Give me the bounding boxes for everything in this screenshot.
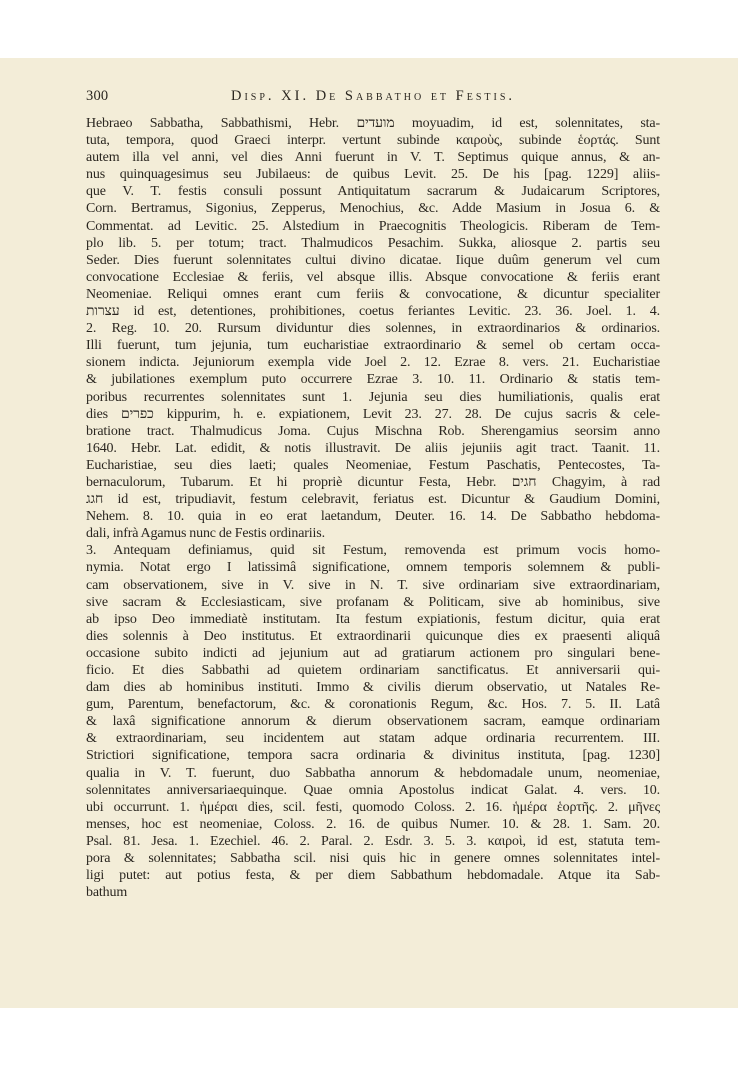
- text-line: bernaculorum, Tubarum. Et hi propriè dicuntur Festa, Hebr. חגים Chagyim, à rad: [86, 474, 660, 490]
- text-line: Hebraeo Sabbatha, Sabbathismi, Hebr. מועדים moyuadim, id est, solennitates, sta-: [86, 116, 660, 131]
- text-line: dies solennis à Deo institutus. Et extraordinarii quicunque dies ex praesenti aliquâ: [86, 628, 660, 644]
- text-line: nus quinquagesimus seu Jubilaeus: de quibus Levit. 25. De his [pag. 1229] aliis-: [86, 167, 660, 183]
- text-line: Psal. 81. Jesa. 1. Ezechiel. 46. 2. Paral. 2. Esdr. 3. 5. 3. καιροὶ, id est, statuta tem-: [86, 833, 660, 849]
- text-line: Commentat. ad Levitic. 25. Alstedium in Praecognitis Theologicis. Riberam de Tem-: [86, 218, 660, 234]
- text-line: dali, infrà Agamus nunc de Festis ordinariis.: [86, 526, 325, 542]
- text-line: Illi fuerunt, tum jejunia, tum eucharistiae extraordinario & semel ob certam occa-: [86, 338, 660, 354]
- text-line: Seder. Dies fuerunt solennitates cultui divino dicatae. Iique duûm generum vel cum: [86, 252, 660, 268]
- text-line: cam observationem, sive in V. sive in N. T. sive ordinariam sive extraordinariam,: [86, 577, 660, 593]
- text-line: Nehem. 8. 10. quia in eo erat laetandum, Deuter. 16. 14. De Sabbatho hebdoma-: [86, 509, 660, 525]
- text-line: ab ipso Deo immediatè institutam. Ita festum expiationis, festum dicitur, quia erat: [86, 611, 660, 627]
- text-line: Neomeniae. Reliqui omnes erant cum feriis & convocatione, & dicuntur specialiter: [86, 286, 660, 302]
- text-line: חגג id est, tripudiavit, festum celebravit, feriatus est. Dicuntur & Gaudium Domini,: [86, 492, 660, 508]
- text-line: gum, Parentum, benefactorum, &c. & coronationis Regum, &c. Hos. 7. 5. II. Latâ: [86, 697, 660, 713]
- text-line: 2. Reg. 10. 20. Rursum dividuntur dies solennes, in extraordinarios & ordinarios.: [86, 321, 660, 337]
- text-line: bratione tract. Thalmudicus Joma. Cujus Mischna Rob. Sherengamius seorsim anno: [86, 423, 660, 439]
- text-line: plo lib. 5. per totum; tract. Thalmudicos Pesachim. Sukka, aliosque 2. partis seu: [86, 235, 660, 251]
- running-title: Disp. XI. De Sabbatho et Festis.: [230, 88, 516, 104]
- text-line: dam dies ab hominibus instituti. Immo & civilis dierum observatio, ut Natales Re-: [86, 680, 660, 696]
- text-line: nymia. Notat ergo I latissimâ significatione, omnem temporis solemnem & publi-: [86, 560, 660, 576]
- page-header: [86, 88, 660, 108]
- text-line: qualia in V. T. fuerunt, duo Sabbatha annorum & hebdomadale unum, neomeniae,: [86, 765, 660, 781]
- text-line: עצרות id est, detentiones, prohibitiones, coetus feriantes Levitic. 23. 36. Joel. 1. 4.: [86, 304, 660, 320]
- text-line: dies כפרים kippurim, h. e. expiationem, Levit 23. 27. 28. De cujus sacris & cele-: [86, 406, 660, 422]
- page-number: 300: [86, 88, 109, 104]
- text-line: solennitates anniversariaequinque. Quae omnia Apostolus indicat Galat. 4. vers. 10.: [86, 782, 660, 798]
- text-line: [86, 901, 660, 918]
- text-line: convocatione Ecclesiae & feriis, vel absque illis. Absque convocatione & feriis erant: [86, 269, 660, 285]
- text-line: ficio. Et dies Sabbathi ad quietem ordinariam sanctificatus. Et anniversarii qui-: [86, 663, 660, 678]
- text-line: autem illa vel anni, vel dies Anni fuerunt in V. T. Septimus quique annus, & an-: [86, 150, 660, 166]
- text-line: Strictiori significatione, tempora sacra ordinaria & divinitus instituta, [pag. 1230]: [86, 748, 660, 764]
- body-text: [86, 115, 660, 918]
- text-line: Corn. Bertramus, Sigonius, Zepperus, Menochius, &c. Adde Masium in Josua 6. &: [86, 201, 660, 217]
- text-line: & laxâ significatione annorum & dierum observationem sacram, eamque ordinariam: [86, 714, 660, 730]
- text-line: poribus recurrentes solennitates sunt 1. Jejunia seu dies humiliationis, qualis erat: [86, 389, 660, 405]
- text-line: pora & solennitates; Sabbatha scil. nisi quis hic in genere omnes solennitates intel-: [86, 851, 660, 867]
- text-line: sive sacram & Ecclesiasticam, sive profanam & Politicam, sive ab hominibus, sive: [86, 594, 660, 610]
- text-line: bathum: [86, 885, 128, 901]
- text-line: 1640. Hebr. Lat. edidit, & notis illustravit. De aliis jejuniis agit tract. Taanit. 11.: [86, 440, 660, 456]
- text-line: sionem indicta. Jejuniorum exempla vide Joel 2. 12. Ezrae 8. vers. 21. Eucharistiae: [86, 355, 660, 371]
- text-line: menses, hoc est neomeniae, Coloss. 2. 16. de quibus Numer. 10. & 28. 1. Sam. 20.: [86, 816, 660, 832]
- text-line: ligi putet: aut potius festa, & per diem Sabbathum hebdomadale. Atque ita Sab-: [86, 868, 660, 884]
- text-line: tuta, tempora, quod Graeci interpr. vertunt subinde καιροὺς, subinde ἑορτάς. Sunt: [86, 133, 660, 149]
- text-line: que V. T. festis consuli possunt Antiquitatum sacrarum & Judaicarum Scriptores,: [86, 184, 660, 200]
- text-line: & jubilationes exemplum puto occurrere Ezrae 3. 10. 11. Ordinario & statis tem-: [86, 372, 660, 388]
- text-line: & extraordinariam, seu incidentem aut statam adque ordinaria recurrentem. III.: [86, 731, 660, 747]
- text-line: 3. Antequam definiamus, quid sit Festum, removenda est primum vocis homo-: [86, 543, 660, 559]
- text-line: occasione subito indicti ad jejunium aut ad gratiarum actionem pro singulari bene-: [86, 645, 660, 661]
- text-line: ubi occurrunt. 1. ἡμέραι dies, scil. festi, quomodo Coloss. 2. 16. ἡμέρα ἑορτῆς. 2. μῆνες: [86, 799, 660, 815]
- text-line: Eucharistiae, seu dies laeti; quales Neomeniae, Festum Paschatis, Pentecostes, Ta-: [86, 457, 660, 473]
